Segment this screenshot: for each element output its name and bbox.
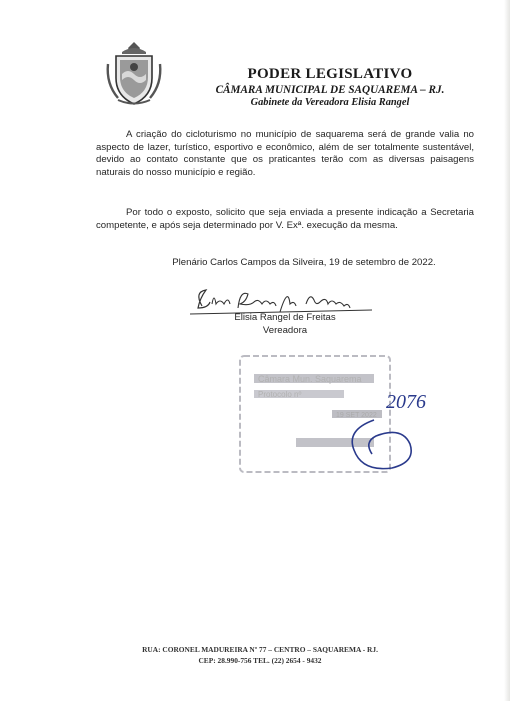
signatory-name: Elisia Rangel de Freitas [234,312,336,323]
svg-text:19 SET 2022: 19 SET 2022 [336,412,377,419]
dateline: Plenário Carlos Campos da Silveira, 19 de setembro de 2022. [172,257,436,268]
footer-address-line: RUA: CORONEL MADUREIRA Nº 77 – CENTRO – SAQUAREMA - RJ. [142,645,378,654]
letterhead-office: Gabinete da Vereadora Elisia Rangel [250,97,410,108]
signatory-role: Vereadora [262,325,308,336]
letterhead-chamber: CÂMARA MUNICIPAL DE SAQUAREMA – RJ. [215,84,445,96]
letterhead [180,66,480,108]
svg-text:2076: 2076 [386,391,426,413]
footer-address [100,645,420,666]
svg-text:Protocolo nº: Protocolo nº [258,390,302,399]
municipal-coat-of-arms-icon [104,40,164,108]
svg-text:Câmara Mun. Saquarema: Câmara Mun. Saquarema [258,374,362,384]
protocol-stamp [236,350,454,480]
page-edge-shadow [504,0,510,701]
body-paragraph-2: Por todo o exposto, solicito que seja enviada a presente indicação a Secretaria competente, e após seja determinado por V. Exª. execução da mesma. [96,207,474,231]
footer-contact-line: CEP: 28.990-756 TEL. (22) 2654 - 9432 [198,655,322,665]
letterhead-title: PODER LEGISLATIVO [247,66,413,82]
body-paragraph-1: A criação do cicloturismo no município de saquarema será de grande valia no aspecto de lazer, turístico, esportivo e econômico, além de ser totalmente sustentável, devido ao contato constante que os praticantes terão com as diversas paisagens naturais do nosso município e região. [96,129,474,178]
